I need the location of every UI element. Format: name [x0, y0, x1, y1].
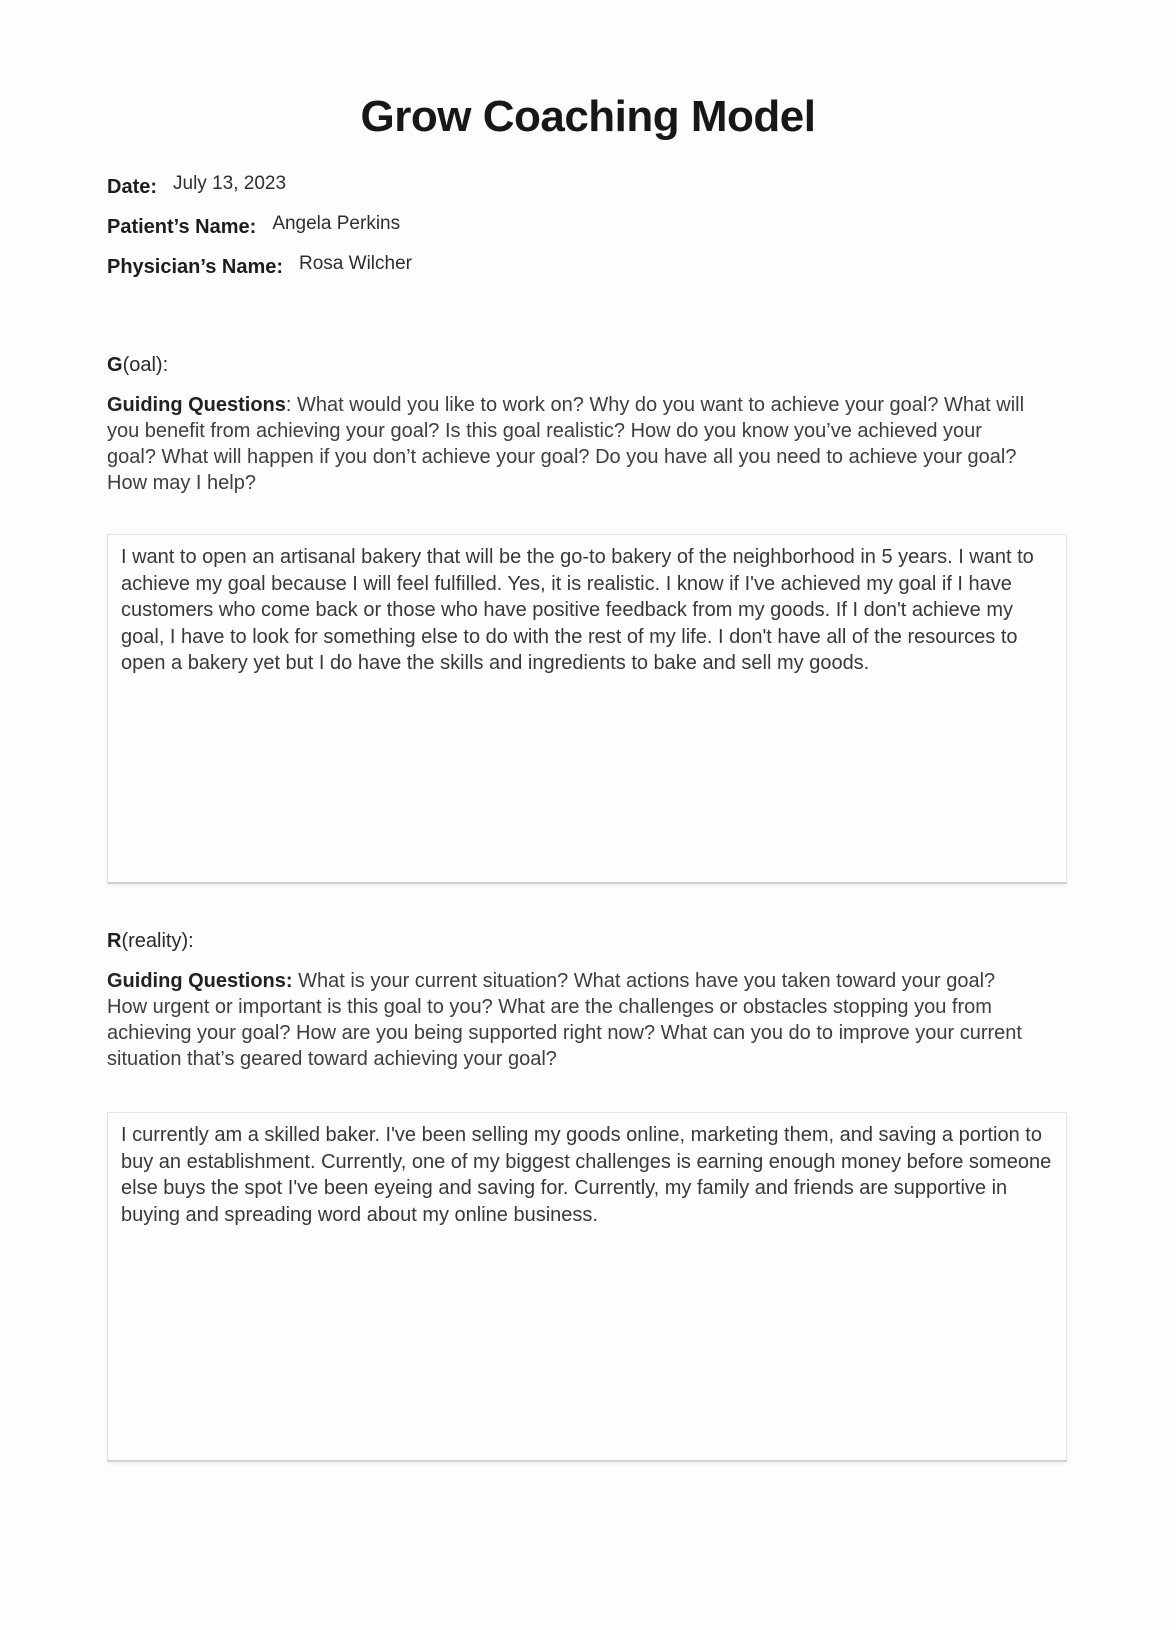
- date-label: Date:: [107, 176, 158, 198]
- reality-answer-box[interactable]: [107, 1112, 1067, 1462]
- physician-name-value[interactable]: Rosa Wilcher: [299, 253, 412, 274]
- reality-questions-label: Guiding Questions:: [107, 970, 293, 992]
- goal-questions-text: What would you like to work on? Why do you want to achieve your goal? What will you benefit from achieving your goal? Is this goal realistic? How do you know you’ve achieved your goal? What will happen if you don’t achieve your goal? Do you have all you need to achieve your goal? How may I help?: [107, 394, 1025, 494]
- goal-answer-box[interactable]: [107, 534, 1067, 884]
- goal-answer-text: I want to open an artisanal bakery that will be the go-to bakery of the neighborhood in 5 years. I want to achieve my goal because I will feel fulfilled. Yes, it is realistic. I know if I've achieved my goal if I have customers who come back or those who have positive feedback from my goods. If I don't achieve my goal, I have to look for something else to do with the rest of my life. I don't have all of the resources to open a bakery yet but I do have the skills and ingredients to bake and sell my goods.: [121, 546, 1034, 674]
- reality-section-heading: [107, 930, 194, 953]
- patient-name-value[interactable]: Angela Perkins: [272, 213, 401, 234]
- header-fields: [107, 173, 412, 296]
- reality-heading-rest: (reality):: [121, 930, 194, 952]
- goal-section-heading: [107, 354, 168, 377]
- date-value[interactable]: July 13, 2023: [173, 173, 287, 194]
- reality-questions-text: What is your current situation? What actions have you taken toward your goal? How urgent or important is this goal to you? What are the challenges or obstacles stopping you from achieving your goal? How are you being supported right now? What can you do to improve your current situation that’s geared toward achieving your goal?: [107, 970, 1022, 1070]
- physician-name-label: Physician’s Name:: [107, 256, 284, 278]
- reality-answer-text: I currently am a skilled baker. I've been selling my goods online, marketing them, and saving a portion to buy an establishment. Currently, one of my biggest challenges is earning enough money before someone else buys the spot I've been eyeing and saving for. Currently, my family and friends are supportive in buying and spreading word about my online business.: [121, 1124, 1052, 1226]
- goal-heading-initial: G: [107, 354, 123, 376]
- field-row-date: [107, 173, 412, 216]
- field-row-patient-name: [107, 213, 412, 256]
- goal-guiding-questions: [107, 392, 1025, 496]
- goal-questions-separator: :: [285, 394, 298, 416]
- goal-heading-rest: (oal):: [122, 354, 169, 376]
- patient-name-label: Patient’s Name:: [107, 216, 257, 238]
- page-title: Grow Coaching Model: [360, 92, 816, 141]
- goal-questions-label: Guiding Questions: [107, 394, 286, 416]
- reality-guiding-questions: [107, 968, 1025, 1072]
- reality-heading-initial: R: [107, 930, 122, 952]
- field-row-physician-name: [107, 253, 412, 296]
